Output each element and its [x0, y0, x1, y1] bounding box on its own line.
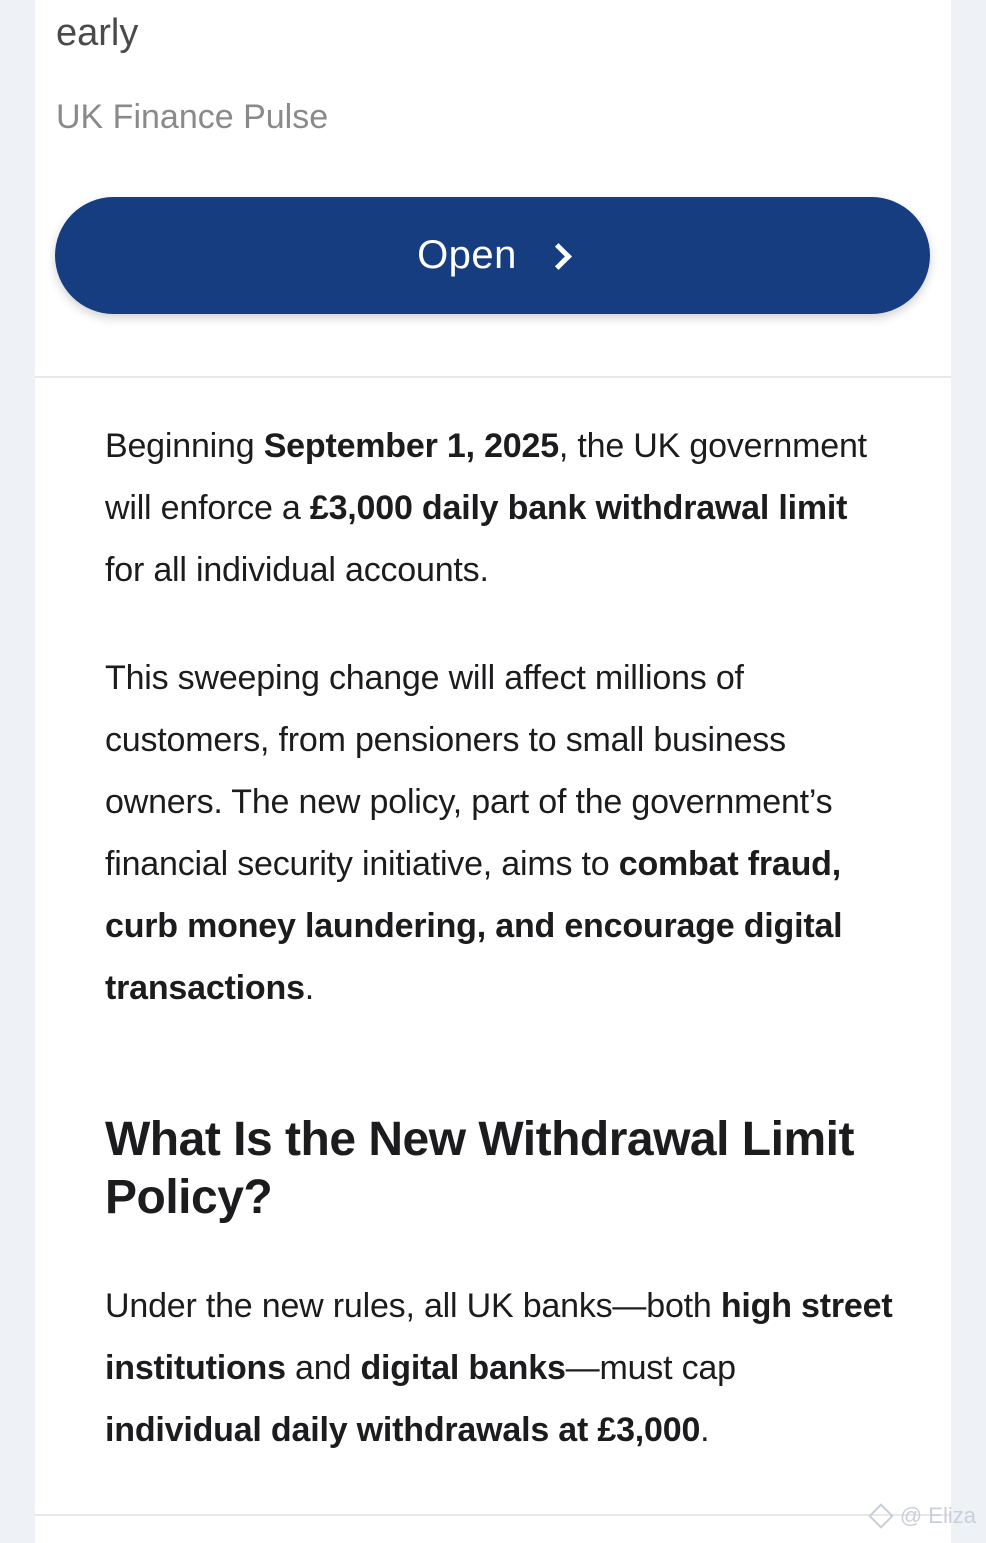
ad-title: early: [56, 12, 139, 54]
open-button-label: Open: [417, 233, 517, 277]
ad-section: [35, 0, 951, 378]
open-button[interactable]: [55, 197, 930, 314]
p3-bold-cap: individual daily withdrawals at £3,000: [105, 1411, 701, 1449]
p3-text-2: and: [285, 1349, 361, 1387]
article-body: [105, 415, 895, 1461]
chevron-right-icon: [545, 243, 572, 270]
p1-bold-limit: £3,000 daily bank withdrawal limit: [309, 489, 848, 527]
p3-bold-high-street: high street institutions: [105, 1287, 893, 1387]
bottom-divider: [35, 1514, 951, 1516]
p3-text-1: Under the new rules, all UK banks—both: [105, 1287, 721, 1325]
p1-bold-date: September 1, 2025: [263, 427, 559, 465]
p2-text-2: .: [304, 969, 315, 1007]
p2-text-1: This sweeping change will affect millions of customers, from pensioners to small business owners. The new policy, part of the government’s financial security initiative, aims to: [105, 659, 833, 883]
p3-text-3: —must cap: [565, 1349, 736, 1387]
watermark: [872, 1503, 976, 1529]
p1-text-3: for all individual accounts.: [105, 551, 489, 589]
p2-bold-aims: combat fraud, curb money laundering, and encourage digital transactions: [105, 845, 843, 1007]
article-paragraph-3: [105, 1275, 895, 1461]
p1-text-1: Beginning: [105, 427, 264, 465]
p3-bold-digital-banks: digital banks: [360, 1349, 566, 1387]
p3-text-4: .: [700, 1411, 710, 1449]
diamond-logo-icon: [868, 1503, 893, 1528]
article-paragraph-1: [105, 415, 895, 601]
watermark-text: @ Eliza: [899, 1503, 976, 1528]
section-heading: What Is the New Withdrawal Limit Policy?: [105, 1113, 854, 1224]
p1-text-2: , the UK government will enforce a: [105, 427, 867, 527]
article-card: [35, 0, 951, 1543]
ad-source: UK Finance Pulse: [56, 98, 329, 136]
article-paragraph-2: [105, 647, 895, 1019]
